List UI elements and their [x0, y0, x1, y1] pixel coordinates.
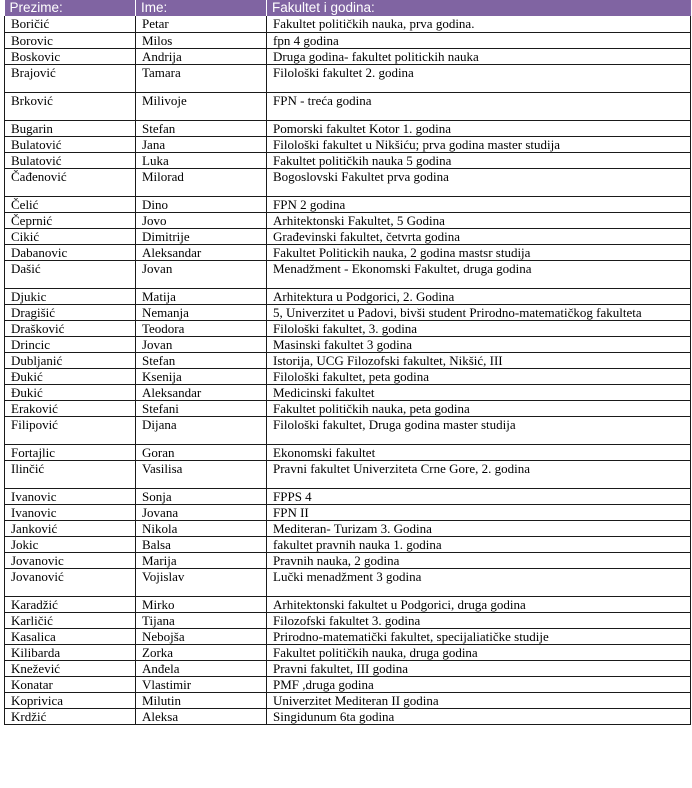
student-table	[4, 0, 691, 725]
cell-prezime: Karličić	[5, 612, 136, 628]
cell-fakultet: 5, Univerzitet u Padovi, bivši student Prirodno-matematičkog fakulteta	[267, 304, 691, 320]
cell-fakultet: Filološki fakultet 2. godina	[267, 64, 691, 92]
cell-ime: Goran	[136, 444, 267, 460]
cell-prezime: Dabanovic	[5, 244, 136, 260]
table-row	[5, 168, 691, 196]
cell-fakultet: Pravnih nauka, 2 godina	[267, 552, 691, 568]
cell-fakultet: FPPS 4	[267, 488, 691, 504]
table-row	[5, 708, 691, 724]
table-row	[5, 444, 691, 460]
cell-fakultet: Pravni fakultet Univerziteta Crne Gore, 2. godina	[267, 460, 691, 488]
cell-prezime: Jovanović	[5, 568, 136, 596]
table-row	[5, 228, 691, 244]
table-row	[5, 368, 691, 384]
cell-prezime: Konatar	[5, 676, 136, 692]
cell-fakultet: Građevinski fakultet, četvrta godina	[267, 228, 691, 244]
cell-prezime: Bulatović	[5, 136, 136, 152]
table-row	[5, 304, 691, 320]
student-table-page	[4, 0, 690, 725]
cell-prezime: Dašić	[5, 260, 136, 288]
cell-fakultet: Ekonomski fakultet	[267, 444, 691, 460]
cell-ime: Stefan	[136, 120, 267, 136]
cell-fakultet: Prirodno-matematički fakultet, specijaliatičke studije	[267, 628, 691, 644]
table-row	[5, 596, 691, 612]
cell-prezime: Ivanovic	[5, 488, 136, 504]
cell-fakultet: Arhitektonski fakultet u Podgorici, druga godina	[267, 596, 691, 612]
cell-fakultet: Druga godina- fakultet politickih nauka	[267, 48, 691, 64]
cell-prezime: Bugarin	[5, 120, 136, 136]
cell-prezime: Koprivica	[5, 692, 136, 708]
table-row	[5, 692, 691, 708]
cell-ime: Zorka	[136, 644, 267, 660]
table-row	[5, 400, 691, 416]
table-row	[5, 336, 691, 352]
cell-prezime: Filipović	[5, 416, 136, 444]
cell-fakultet: Menadžment - Ekonomski Fakultet, druga godina	[267, 260, 691, 288]
cell-fakultet: Masinski fakultet 3 godina	[267, 336, 691, 352]
cell-fakultet: Singidunum 6ta godina	[267, 708, 691, 724]
table-row	[5, 32, 691, 48]
cell-prezime: Jovanovic	[5, 552, 136, 568]
cell-prezime: Fortajlic	[5, 444, 136, 460]
table-body	[5, 16, 691, 724]
table-header	[5, 0, 691, 16]
cell-fakultet: FPN - treća godina	[267, 92, 691, 120]
cell-fakultet: Fakultet političkih nauka, peta godina	[267, 400, 691, 416]
cell-ime: Aleksandar	[136, 244, 267, 260]
cell-ime: Andrija	[136, 48, 267, 64]
cell-ime: Nebojša	[136, 628, 267, 644]
cell-ime: Teodora	[136, 320, 267, 336]
cell-ime: Vojislav	[136, 568, 267, 596]
table-row	[5, 320, 691, 336]
cell-prezime: Čeprnić	[5, 212, 136, 228]
cell-fakultet: Arhitektura u Podgorici, 2. Godina	[267, 288, 691, 304]
cell-ime: Milorad	[136, 168, 267, 196]
cell-fakultet: Fakultet političkih nauka, druga godina	[267, 644, 691, 660]
cell-ime: Dino	[136, 196, 267, 212]
cell-prezime: Đukić	[5, 384, 136, 400]
table-row	[5, 384, 691, 400]
cell-prezime: Janković	[5, 520, 136, 536]
cell-prezime: Đukić	[5, 368, 136, 384]
cell-fakultet: Fakultet političkih nauka, prva godina.	[267, 16, 691, 32]
cell-prezime: Knežević	[5, 660, 136, 676]
table-row	[5, 212, 691, 228]
cell-prezime: Kilibarda	[5, 644, 136, 660]
cell-ime: Ksenija	[136, 368, 267, 384]
cell-fakultet: Filološki fakultet, Druga godina master studija	[267, 416, 691, 444]
cell-ime: Jovo	[136, 212, 267, 228]
table-row	[5, 64, 691, 92]
header-row	[5, 0, 691, 16]
cell-fakultet: Fakultet političkih nauka 5 godina	[267, 152, 691, 168]
cell-ime: Nemanja	[136, 304, 267, 320]
cell-prezime: Borovic	[5, 32, 136, 48]
cell-ime: Stefani	[136, 400, 267, 416]
cell-prezime: Cikić	[5, 228, 136, 244]
table-row	[5, 460, 691, 488]
cell-ime: Jovan	[136, 260, 267, 288]
cell-fakultet: Filološki fakultet, 3. godina	[267, 320, 691, 336]
table-row	[5, 16, 691, 32]
cell-prezime: Jokic	[5, 536, 136, 552]
table-row	[5, 660, 691, 676]
cell-prezime: Drašković	[5, 320, 136, 336]
cell-fakultet: PMF ,druga godina	[267, 676, 691, 692]
cell-fakultet: Medicinski fakultet	[267, 384, 691, 400]
cell-ime: Jana	[136, 136, 267, 152]
header-prezime: Prezime:	[5, 0, 136, 16]
cell-prezime: Čađenović	[5, 168, 136, 196]
cell-prezime: Boskovic	[5, 48, 136, 64]
cell-ime: Vlastimir	[136, 676, 267, 692]
table-row	[5, 568, 691, 596]
table-row	[5, 504, 691, 520]
table-row	[5, 612, 691, 628]
cell-ime: Nikola	[136, 520, 267, 536]
cell-prezime: Kasalica	[5, 628, 136, 644]
cell-prezime: Čelić	[5, 196, 136, 212]
cell-fakultet: Univerzitet Mediteran II godina	[267, 692, 691, 708]
cell-fakultet: fpn 4 godina	[267, 32, 691, 48]
cell-prezime: Djukic	[5, 288, 136, 304]
cell-fakultet: Lučki menadžment 3 godina	[267, 568, 691, 596]
cell-prezime: Ilinčić	[5, 460, 136, 488]
cell-ime: Vasilisa	[136, 460, 267, 488]
table-row	[5, 536, 691, 552]
cell-ime: Anđela	[136, 660, 267, 676]
cell-prezime: Dragišić	[5, 304, 136, 320]
cell-prezime: Krdžić	[5, 708, 136, 724]
table-row	[5, 152, 691, 168]
cell-ime: Aleksa	[136, 708, 267, 724]
cell-ime: Mirko	[136, 596, 267, 612]
table-row	[5, 488, 691, 504]
table-row	[5, 676, 691, 692]
cell-ime: Jovana	[136, 504, 267, 520]
cell-ime: Jovan	[136, 336, 267, 352]
cell-prezime: Brajović	[5, 64, 136, 92]
cell-prezime: Drincic	[5, 336, 136, 352]
cell-fakultet: Istorija, UCG Filozofski fakultet, Nikšić, III	[267, 352, 691, 368]
cell-fakultet: Arhitektonski Fakultet, 5 Godina	[267, 212, 691, 228]
cell-ime: Petar	[136, 16, 267, 32]
cell-ime: Dimitrije	[136, 228, 267, 244]
table-row	[5, 48, 691, 64]
cell-prezime: Eraković	[5, 400, 136, 416]
table-row	[5, 120, 691, 136]
cell-prezime: Brković	[5, 92, 136, 120]
cell-fakultet: FPN 2 godina	[267, 196, 691, 212]
cell-fakultet: Bogoslovski Fakultet prva godina	[267, 168, 691, 196]
table-row	[5, 628, 691, 644]
cell-ime: Milivoje	[136, 92, 267, 120]
cell-prezime: Karadžić	[5, 596, 136, 612]
cell-prezime: Dubljanić	[5, 352, 136, 368]
cell-prezime: Ivanovic	[5, 504, 136, 520]
cell-ime: Milutin	[136, 692, 267, 708]
cell-ime: Aleksandar	[136, 384, 267, 400]
cell-ime: Stefan	[136, 352, 267, 368]
table-row	[5, 244, 691, 260]
cell-fakultet: FPN II	[267, 504, 691, 520]
cell-fakultet: Fakultet Politickih nauka, 2 godina mastsr studija	[267, 244, 691, 260]
cell-fakultet: Mediteran- Turizam 3. Godina	[267, 520, 691, 536]
table-row	[5, 136, 691, 152]
cell-fakultet: Filološki fakultet, peta godina	[267, 368, 691, 384]
table-row	[5, 520, 691, 536]
cell-fakultet: Pravni fakultet, III godina	[267, 660, 691, 676]
cell-ime: Milos	[136, 32, 267, 48]
table-row	[5, 260, 691, 288]
table-row	[5, 92, 691, 120]
cell-ime: Balsa	[136, 536, 267, 552]
cell-ime: Luka	[136, 152, 267, 168]
table-row	[5, 288, 691, 304]
table-row	[5, 552, 691, 568]
cell-ime: Tijana	[136, 612, 267, 628]
cell-fakultet: Filozofski fakultet 3. godina	[267, 612, 691, 628]
cell-ime: Matija	[136, 288, 267, 304]
cell-ime: Sonja	[136, 488, 267, 504]
cell-fakultet: Filološki fakultet u Nikšiću; prva godina master studija	[267, 136, 691, 152]
table-row	[5, 416, 691, 444]
cell-prezime: Boričić	[5, 16, 136, 32]
cell-fakultet: Pomorski fakultet Kotor 1. godina	[267, 120, 691, 136]
table-row	[5, 352, 691, 368]
header-fakultet: Fakultet i godina:	[267, 0, 691, 16]
header-ime: Ime:	[136, 0, 267, 16]
cell-prezime: Bulatović	[5, 152, 136, 168]
table-row	[5, 196, 691, 212]
cell-ime: Dijana	[136, 416, 267, 444]
cell-ime: Tamara	[136, 64, 267, 92]
cell-fakultet: fakultet pravnih nauka 1. godina	[267, 536, 691, 552]
cell-ime: Marija	[136, 552, 267, 568]
table-row	[5, 644, 691, 660]
